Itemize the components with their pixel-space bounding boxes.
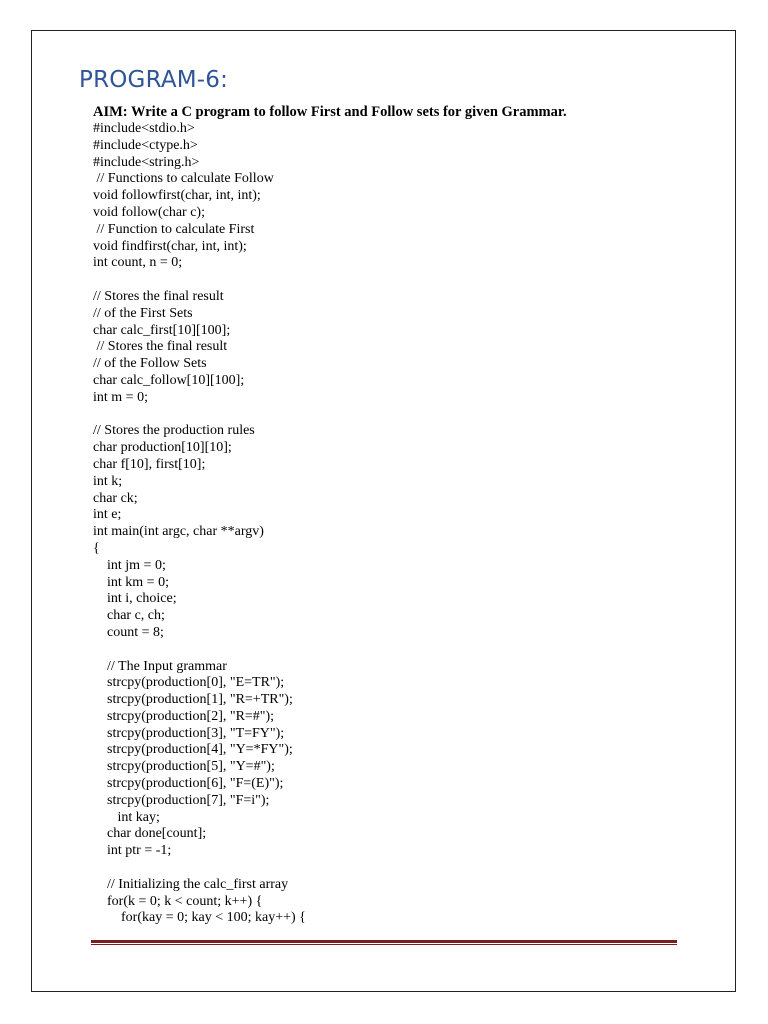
code-line: // of the First Sets	[93, 305, 193, 321]
code-line: void followfirst(char, int, int);	[93, 188, 261, 204]
code-line: int i, choice;	[93, 591, 177, 607]
code-line: void findfirst(char, int, int);	[93, 238, 247, 254]
code-line: strcpy(production[3], "T=FY");	[93, 725, 285, 741]
code-line: char c, ch;	[93, 608, 165, 624]
code-line: strcpy(production[7], "F=i");	[93, 792, 270, 808]
code-line: strcpy(production[5], "Y=#");	[93, 759, 275, 775]
code-line: int e;	[93, 507, 122, 523]
code-line: int kay;	[93, 809, 160, 825]
code-line	[93, 860, 306, 877]
program-heading: PROGRAM-6:	[79, 67, 229, 93]
code-line: strcpy(production[1], "R=+TR");	[93, 692, 293, 708]
code-line: // Function to calculate First	[93, 221, 255, 237]
code-line: int ptr = -1;	[93, 843, 172, 859]
code-line: char calc_first[10][100];	[93, 322, 231, 338]
code-line: int jm = 0;	[93, 557, 166, 573]
code-line: strcpy(production[4], "Y=*FY");	[93, 742, 293, 758]
code-line: // Functions to calculate Follow	[93, 171, 274, 187]
aim-statement: AIM: Write a C program to follow First and Follow sets for given Grammar.	[93, 104, 567, 120]
code-line: char f[10], first[10];	[93, 456, 206, 472]
code-line: int km = 0;	[93, 574, 169, 590]
code-line: for(k = 0; k < count; k++) {	[93, 893, 263, 909]
code-line: {	[93, 540, 100, 556]
code-line: strcpy(production[6], "F=(E)");	[93, 776, 284, 792]
code-line	[93, 407, 306, 424]
code-line: // Stores the final result	[93, 288, 224, 304]
code-line: // Stores the final result	[93, 339, 228, 355]
code-line: // The Input grammar	[93, 658, 227, 674]
footer-rule	[91, 940, 677, 945]
code-line: int m = 0;	[93, 389, 148, 405]
code-line: char calc_follow[10][100];	[93, 372, 245, 388]
code-line: strcpy(production[0], "E=TR");	[93, 675, 285, 691]
code-line: void follow(char c);	[93, 204, 205, 220]
code-line: #include<string.h>	[93, 154, 200, 170]
code-line: strcpy(production[2], "R=#");	[93, 708, 275, 724]
code-line: int main(int argc, char **argv)	[93, 524, 264, 540]
footer-rule-thin	[91, 944, 677, 945]
code-line	[93, 272, 306, 289]
code-line: int count, n = 0;	[93, 255, 183, 271]
code-line	[93, 642, 306, 659]
code-line: // Stores the production rules	[93, 423, 255, 439]
code-line: char done[count];	[93, 826, 207, 842]
code-line: #include<ctype.h>	[93, 137, 198, 153]
footer-rule-thick	[91, 940, 677, 943]
code-line: int k;	[93, 473, 123, 489]
code-line: char ck;	[93, 490, 138, 506]
code-line: #include<stdio.h>	[93, 121, 195, 136]
code-block	[93, 121, 306, 927]
code-line: for(kay = 0; kay < 100; kay++) {	[93, 910, 306, 926]
code-line: // of the Follow Sets	[93, 356, 207, 372]
code-line: // Initializing the calc_first array	[93, 876, 289, 892]
code-line: count = 8;	[93, 624, 164, 640]
code-line: char production[10][10];	[93, 440, 232, 456]
